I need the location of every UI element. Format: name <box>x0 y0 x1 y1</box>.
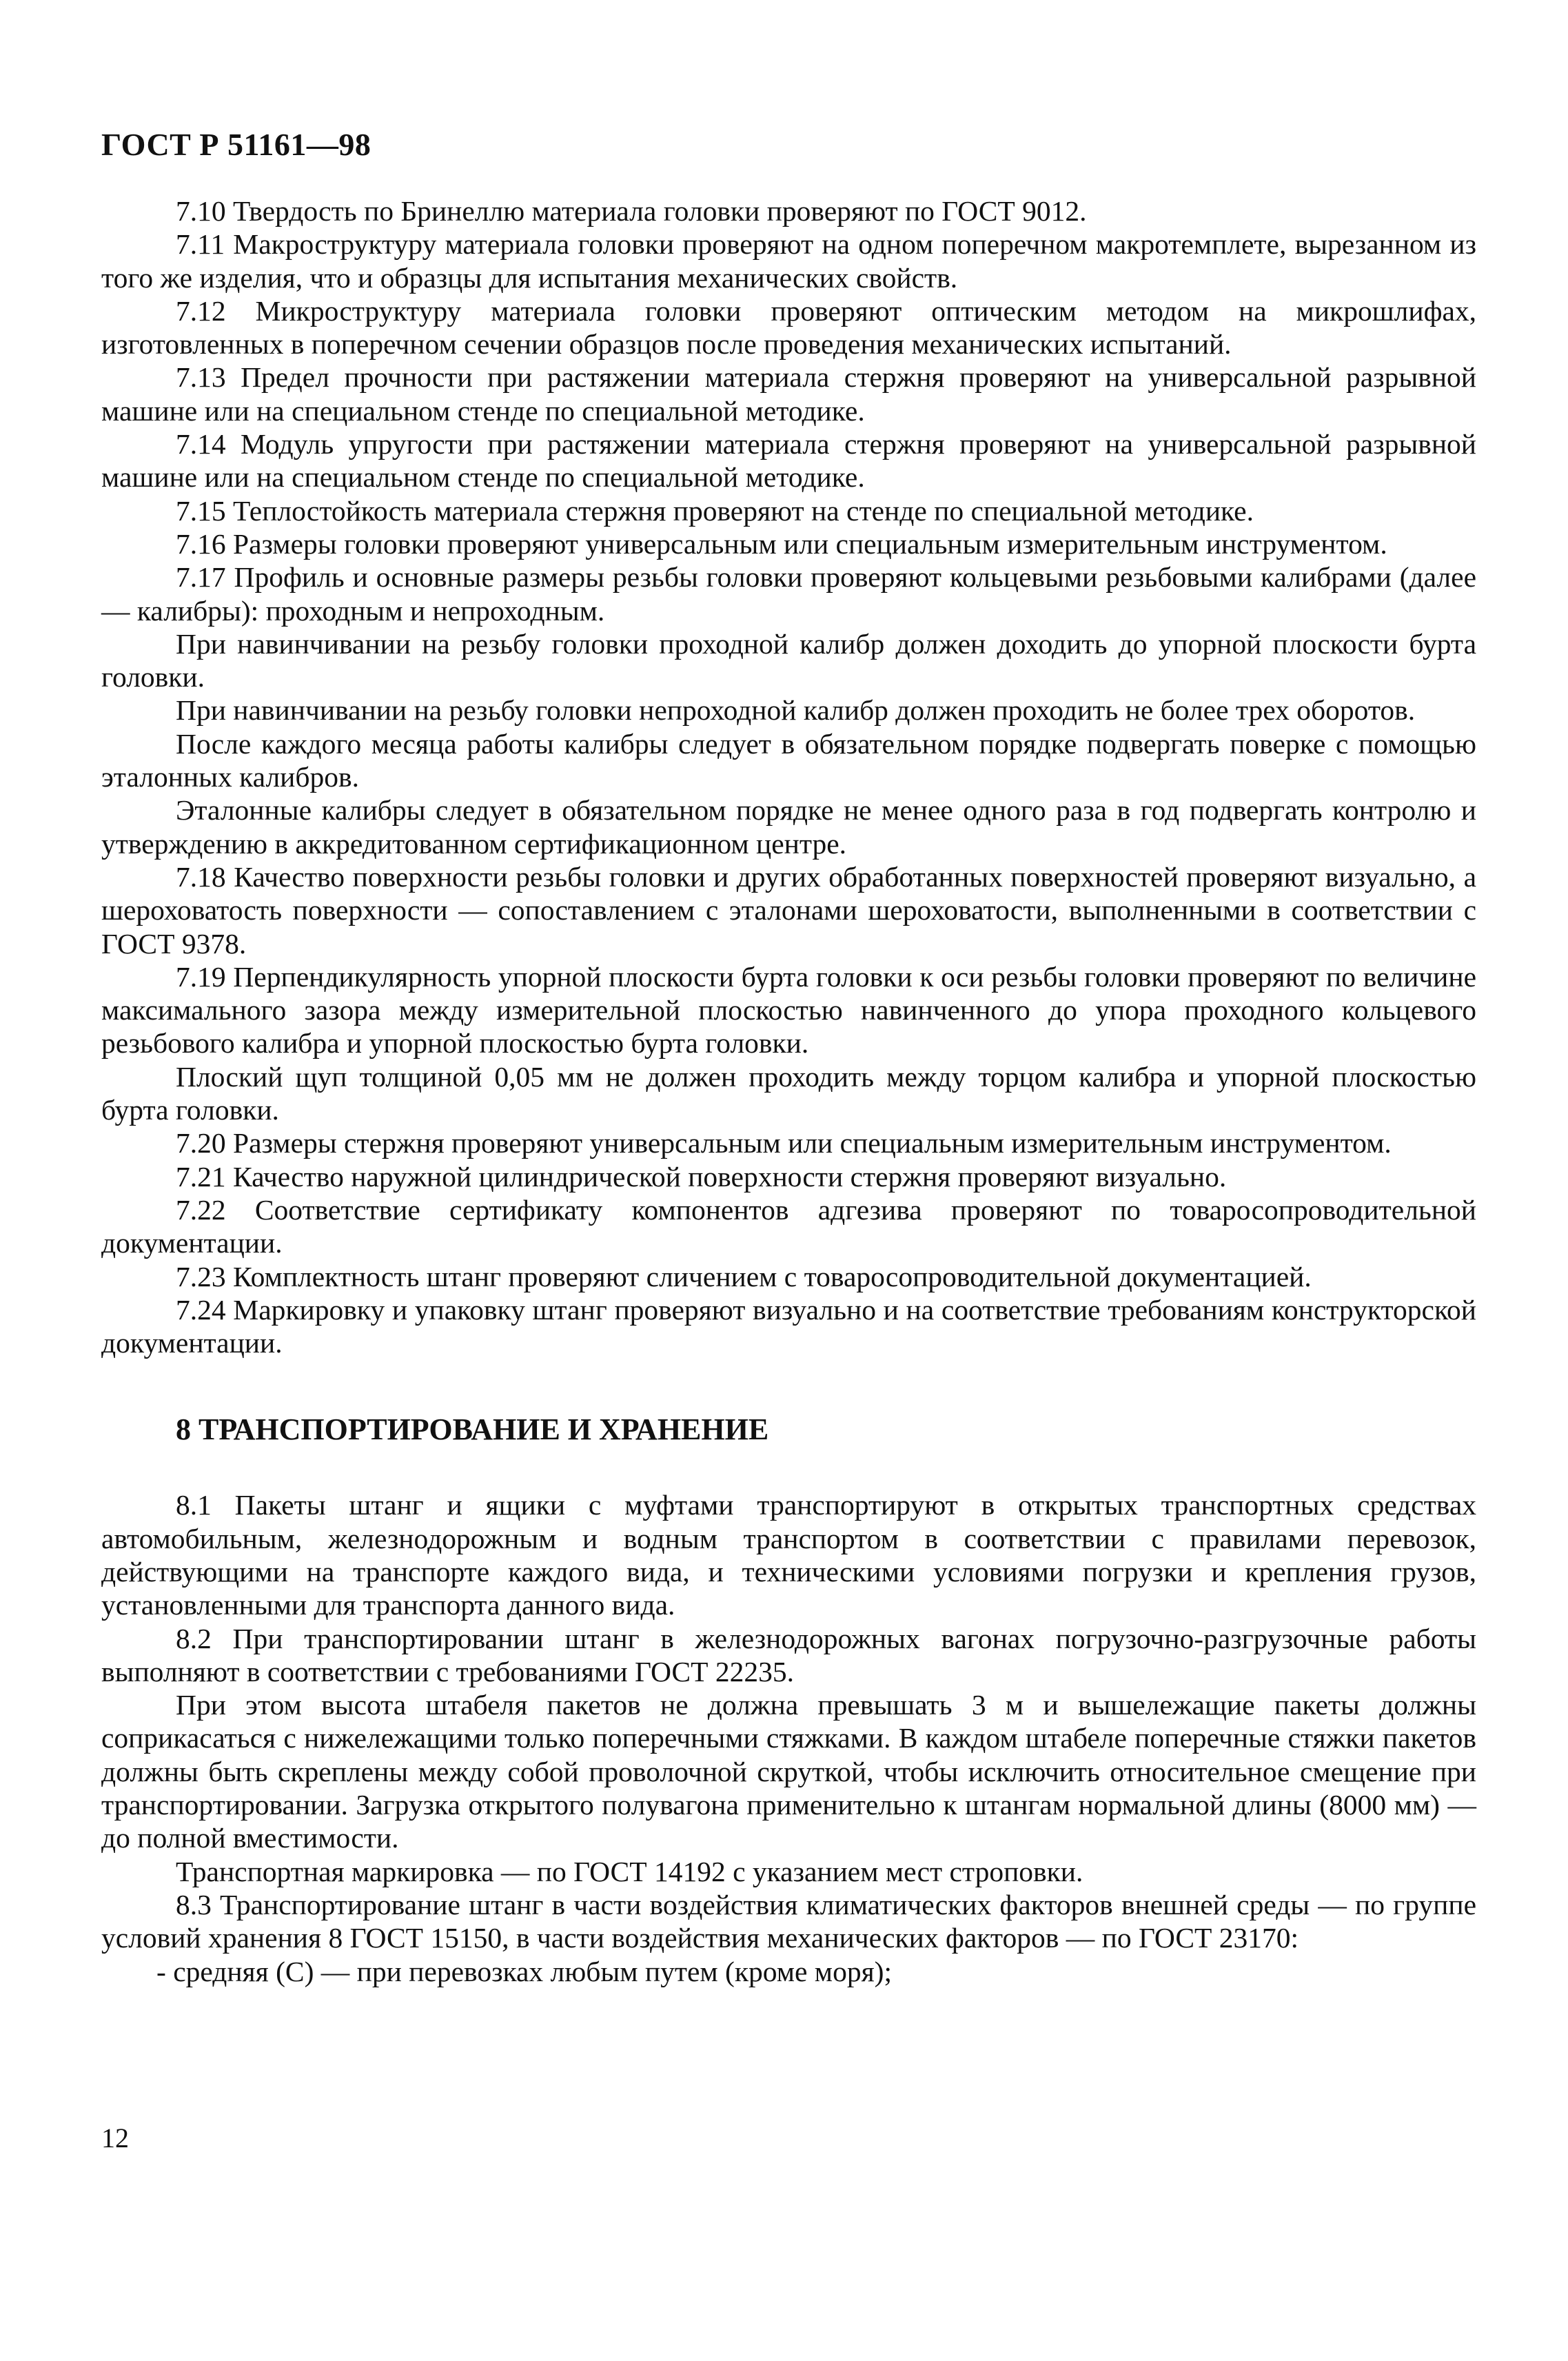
paragraph-7-22: 7.22 Соответствие сертификату компонентов адгезива проверяют по товаросопроводительной документации. <box>101 1193 1476 1259</box>
paragraph-8-2: 8.2 При транспортировании штанг в железнодорожных вагонах погрузочно-разгрузочные работы выполняют в соответствии с требованиями ГОСТ 22235. <box>101 1622 1476 1688</box>
paragraph-7-21: 7.21 Качество наружной цилиндрической поверхности стержня проверяют визуально. <box>176 1160 1227 1193</box>
paragraph-7-14: 7.14 Модуль упругости при растяжении материала стержня проверяют на универсальной разрывной машине или на специальном стенде по специальной методике. <box>101 428 1476 494</box>
paragraph-8-1: 8.1 Пакеты штанг и ящики с муфтами транспортируют в открытых транспортных средствах автомобильным, железнодорожным и водным транспортом в соответствии с правилами перевозок, действующими на транспорте каждого вида, и техническими условиями погрузки и крепления грузов, установленными для транспорта данного вида. <box>101 1489 1476 1621</box>
paragraph-7-23: 7.23 Комплектность штанг проверяют сличением с товаросопроводительной документацией. <box>176 1260 1312 1293</box>
paragraph-7-19: 7.19 Перпендикулярность упорной плоскости бурта головки к оси резьбы головки проверяют по величине максимального зазора между измерительной плоскостью навинченного до упора проходного кольцевого резьбового калибра и упорной плоскостью бурта головки. <box>101 960 1476 1060</box>
paragraph-7-13: 7.13 Предел прочности при растяжении материала стержня проверяют на универсальной разрывной машине или на специальном стенде по специальной методике. <box>101 361 1476 427</box>
page-number: 12 <box>101 2122 129 2154</box>
paragraph-7-17-reference-gauges: Эталонные калибры следует в обязательном порядке не менее одного раза в год подвергать контролю и утверждению в аккредитованном сертификационном центре. <box>101 794 1476 860</box>
list-item-medium: - средняя (С) — при перевозках любым путем (кроме моря); <box>156 1955 893 1987</box>
paragraph-8-2-stacking: При этом высота штабеля пакетов не должна превышать 3 м и вышележащие пакеты должны соприкасаться с нижележащими только поперечными стяжками. В каждом штабеле поперечные стяжки пакетов должны быть скреплены между собой проволочной скруткой, чтобы исключить относительное смещение при транспортировании. Загрузка открытого полувагона применительно к штангам нормальной длины (8000 мм) — до полной вместимости. <box>101 1689 1476 1854</box>
paragraph-7-19-feeler: Плоский щуп толщиной 0,05 мм не должен проходить между торцом калибра и упорной плоскостью бурта головки. <box>101 1060 1476 1126</box>
paragraph-8-2-marking: Транспортная маркировка — по ГОСТ 14192 с указанием мест строповки. <box>176 1855 1083 1887</box>
paragraph-8-3: 8.3 Транспортирование штанг в части воздействия климатических факторов внешней среды — по группе условий хранения 8 ГОСТ 15150, в части воздействия механических факторов — по ГОСТ 23170: <box>101 1888 1476 1954</box>
paragraph-7-17-passing-gauge: При навинчивании на резьбу головки проходной калибр должен доходить до упорной плоскости бурта головки. <box>101 627 1476 693</box>
paragraph-7-15: 7.15 Теплостойкость материала стержня проверяют на стенде по специальной методике. <box>176 494 1254 527</box>
paragraph-7-16: 7.16 Размеры головки проверяют универсальным или специальным измерительным инструментом. <box>176 527 1387 560</box>
paragraph-7-20: 7.20 Размеры стержня проверяют универсальным или специальным измерительным инструментом. <box>176 1127 1392 1159</box>
paragraph-7-12: 7.12 Микроструктуру материала головки проверяют оптическим методом на микрошлифах, изготовленных в поперечном сечении образцов после проведения механических испытаний. <box>101 294 1476 361</box>
section-8-title: 8 ТРАНСПОРТИРОВАНИЕ И ХРАНЕНИЕ <box>176 1412 769 1447</box>
paragraph-7-17: 7.17 Профиль и основные размеры резьбы головки проверяют кольцевыми резьбовыми калибрами (далее — калибры): проходным и непроходным. <box>101 561 1476 627</box>
page-content <box>101 194 1476 1988</box>
document-header: ГОСТ Р 51161—98 <box>101 127 371 162</box>
paragraph-7-11: 7.11 Макроструктуру материала головки проверяют на одном поперечном макротемплете, вырезанном из того же изделия, что и образцы для испытания механических свойств. <box>101 228 1476 294</box>
paragraph-7-17-nonpassing-gauge: При навинчивании на резьбу головки непроходной калибр должен проходить не более трех оборотов. <box>176 694 1416 727</box>
paragraph-7-18: 7.18 Качество поверхности резьбы головки и других обработанных поверхностей проверяют визуально, а шероховатость поверхности — сопоставлением с эталонами шероховатости, выполненными в соответствии с ГОСТ 9378. <box>101 860 1476 960</box>
paragraph-7-10: 7.10 Твердость по Бринеллю материала головки проверяют по ГОСТ 9012. <box>176 195 1087 227</box>
paragraph-7-24: 7.24 Маркировку и упаковку штанг проверяют визуально и на соответствие требованиям конструкторской документации. <box>101 1293 1476 1359</box>
paragraph-7-17-verification: После каждого месяца работы калибры следует в обязательном порядке подвергать поверке с помощью эталонных калибров. <box>101 727 1476 793</box>
